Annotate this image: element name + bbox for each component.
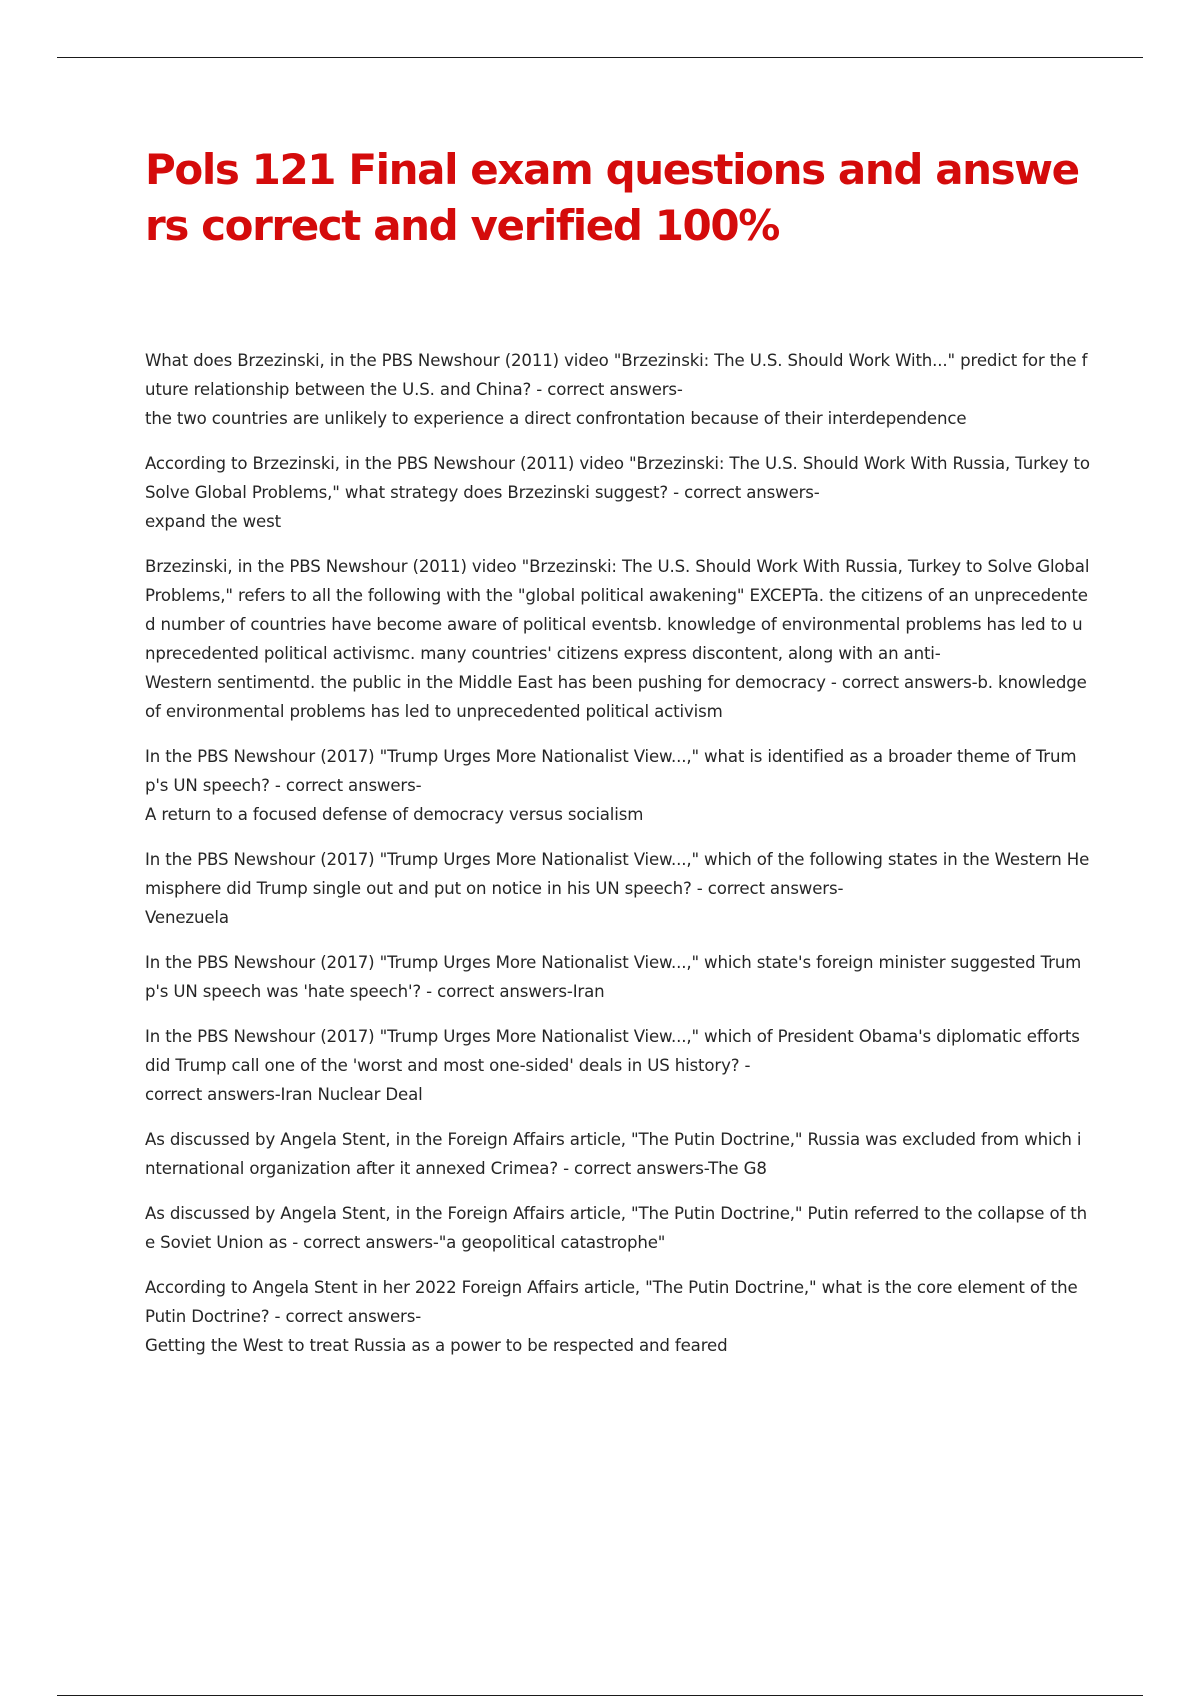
answer-text: correct answers-Iran Nuclear Deal xyxy=(145,1085,423,1104)
answer-text: expand the west xyxy=(145,512,281,531)
question-text: According to Angela Stent in her 2022 Foreign Affairs article, "The Putin Doctrine," what is the core element of the Putin Doctrine? - correct answers- xyxy=(145,1278,1078,1326)
question-text: In the PBS Newshour (2017) "Trump Urges More Nationalist View...," which state's foreign minister suggested Trump's UN speech was 'hate speech'? - correct answers-Iran xyxy=(145,953,1082,1001)
question-text: In the PBS Newshour (2017) "Trump Urges More Nationalist View...," which of the following states in the Western Hemisphere did Trump single out and put on notice in his UN speech? - correct answers- xyxy=(145,850,1090,898)
answer-text: Western sentimentd. the public in the Middle East has been pushing for democracy - correct answers-b. knowledge of environmental problems has led to unprecedented political activism xyxy=(145,673,1087,721)
qa-item xyxy=(145,1125,1090,1183)
answer-text: A return to a focused defense of democracy versus socialism xyxy=(145,805,644,824)
answer-text: the two countries are unlikely to experience a direct confrontation because of their interdependence xyxy=(145,409,967,428)
qa-item xyxy=(145,845,1090,932)
qa-item xyxy=(145,948,1090,1006)
bottom-rule xyxy=(57,1695,1143,1696)
page-title: Pols 121 Final exam questions and answers correct and verified 100% xyxy=(145,145,1079,250)
question-text: In the PBS Newshour (2017) "Trump Urges More Nationalist View...," which of President Obama's diplomatic efforts did Trump call one of the 'worst and most one-sided' deals in US history? - xyxy=(145,1027,1080,1075)
question-text: Brzezinski, in the PBS Newshour (2011) video "Brzezinski: The U.S. Should Work With Russia, Turkey to Solve Global Problems," refers to all the following with the "global political awakening" EXCEPTa. the citizens of an unprecedented number of countries have become aware of political eventsb. knowledge of environmental problems has led to unprecedented political activismc. many countries' citizens express discontent, along with an anti- xyxy=(145,557,1090,663)
top-rule xyxy=(57,57,1143,58)
qa-item xyxy=(145,449,1090,536)
qa-item xyxy=(145,742,1090,829)
qa-item xyxy=(145,1273,1090,1360)
qa-item xyxy=(145,1199,1090,1257)
answer-text: Getting the West to treat Russia as a power to be respected and feared xyxy=(145,1336,728,1355)
question-text: As discussed by Angela Stent, in the Foreign Affairs article, "The Putin Doctrine," Putin referred to the collapse of the Soviet Union as - correct answers-"a geopolitical catastrophe" xyxy=(145,1204,1088,1252)
question-text: What does Brzezinski, in the PBS Newshour (2011) video "Brzezinski: The U.S. Should Work With..." predict for the future relationship between the U.S. and China? - correct answers- xyxy=(145,351,1088,399)
question-text: As discussed by Angela Stent, in the Foreign Affairs article, "The Putin Doctrine," Russia was excluded from which international organization after it annexed Crimea? - correct answers-The G8 xyxy=(145,1130,1082,1178)
question-text: In the PBS Newshour (2017) "Trump Urges More Nationalist View...," what is identified as a broader theme of Trump's UN speech? - correct answers- xyxy=(145,747,1077,795)
question-text: According to Brzezinski, in the PBS Newshour (2011) video "Brzezinski: The U.S. Should Work With Russia, Turkey to Solve Global Problems," what strategy does Brzezinski suggest? - correct answers- xyxy=(145,454,1090,502)
qa-item xyxy=(145,346,1090,433)
qa-item xyxy=(145,1022,1090,1109)
answer-text: Venezuela xyxy=(145,908,229,927)
qa-item xyxy=(145,552,1090,726)
qa-list xyxy=(145,346,1090,1376)
